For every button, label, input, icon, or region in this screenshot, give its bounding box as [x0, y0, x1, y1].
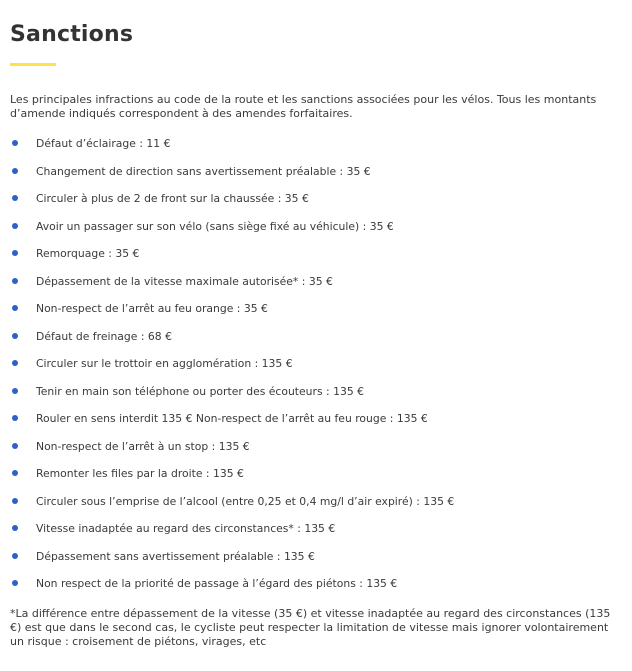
list-item-text: Défaut de freinage : 68 € — [36, 329, 172, 343]
bullet-icon — [12, 415, 18, 421]
list-item-text: Tenir en main son téléphone ou porter des écouteurs : 135 € — [36, 384, 364, 398]
bullet-icon — [12, 140, 18, 146]
list-item-text: Non-respect de l’arrêt au feu orange : 35 € — [36, 302, 268, 315]
bullet-icon — [12, 195, 18, 201]
bullet-icon — [12, 388, 18, 394]
list-item-text: Non respect de la priorité de passage à l’égard des piétons : 135 € — [36, 577, 398, 590]
bullet-icon — [12, 223, 18, 229]
bullet-icon — [12, 553, 18, 559]
bullet-icon — [12, 443, 18, 449]
list-item — [10, 165, 610, 193]
list-item-text: Dépassement sans avertissement préalable : 135 € — [36, 549, 315, 563]
list-item — [10, 357, 610, 385]
bullet-icon — [12, 305, 18, 311]
list-item-text: Dépassement de la vitesse maximale autorisée* : 35 € — [36, 274, 333, 288]
intro-paragraph: Les principales infractions au code de la route et les sanctions associées pour les vélos. Tous les montants d’amende indiqués correspondent à des amendes forfaitaires. — [10, 93, 597, 120]
list-item — [10, 522, 610, 550]
list-item-text: Défaut d’éclairage : 11 € — [36, 137, 171, 150]
list-item — [10, 495, 610, 523]
bullet-icon — [12, 580, 18, 586]
bullet-icon — [12, 250, 18, 256]
list-item — [10, 440, 610, 468]
bullet-icon — [12, 498, 18, 504]
list-item-text: Circuler sur le trottoir en agglomération : 135 € — [36, 357, 293, 370]
list-item — [10, 385, 610, 413]
list-item-text: Circuler sous l’emprise de l’alcool (entre 0,25 et 0,4 mg/l d’air expiré) : 135 € — [36, 494, 455, 508]
bullet-icon — [12, 525, 18, 531]
list-item-text: Rouler en sens interdit 135 € Non-respect de l’arrêt au feu rouge : 135 € — [36, 412, 428, 425]
list-item — [10, 330, 610, 358]
list-item — [10, 220, 610, 248]
footnote: *La différence entre dépassement de la vitesse (35 €) et vitesse inadaptée au regard des circonstances (135 €) est que dans le second cas, le cycliste peut respecter la limitation de vitesse mais ignorer volontairement un risque : croisement de piétons, virages, etc — [10, 607, 611, 648]
list-item — [10, 192, 610, 220]
sanctions-list — [10, 137, 610, 605]
bullet-icon — [12, 278, 18, 284]
bullet-icon — [12, 333, 18, 339]
list-item-text: Remonter les files par la droite : 135 € — [36, 467, 244, 480]
list-item — [10, 247, 610, 275]
list-item — [10, 412, 610, 440]
bullet-icon — [12, 470, 18, 476]
list-item-text: Changement de direction sans avertissement préalable : 35 € — [36, 164, 371, 178]
list-item — [10, 577, 610, 605]
title-underline — [10, 63, 56, 66]
list-item-text: Vitesse inadaptée au regard des circonstances* : 135 € — [36, 522, 336, 535]
list-item-text: Non-respect de l’arrêt à un stop : 135 € — [36, 439, 250, 453]
list-item — [10, 137, 610, 165]
list-item-text: Remorquage : 35 € — [36, 247, 140, 260]
bullet-icon — [12, 360, 18, 366]
list-item-text: Avoir un passager sur son vélo (sans siège fixé au véhicule) : 35 € — [36, 219, 394, 233]
list-item — [10, 467, 610, 495]
bullet-icon — [12, 168, 18, 174]
page-title: Sanctions — [10, 22, 134, 47]
list-item — [10, 302, 610, 330]
list-item — [10, 275, 610, 303]
list-item-text: Circuler à plus de 2 de front sur la chaussée : 35 € — [36, 192, 309, 205]
list-item — [10, 550, 610, 578]
